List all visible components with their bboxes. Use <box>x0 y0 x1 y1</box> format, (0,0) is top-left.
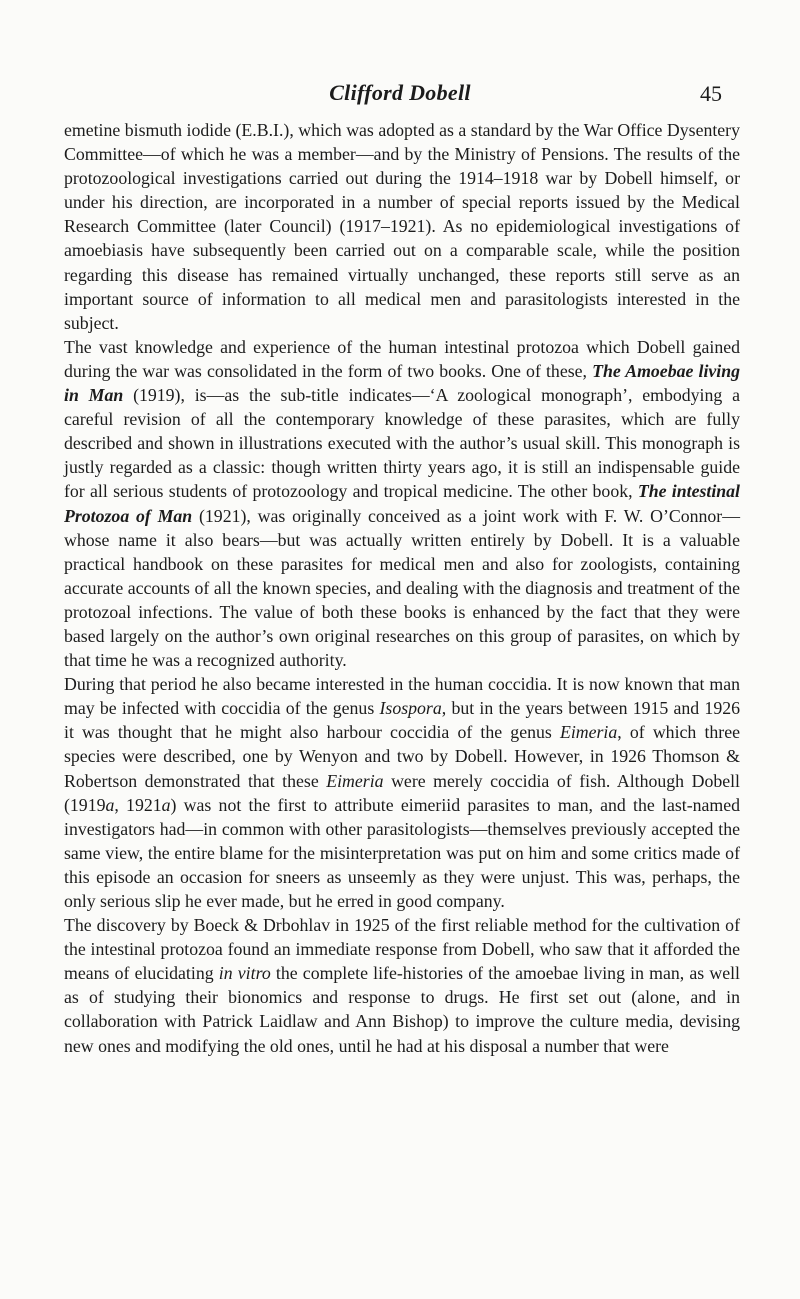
paragraph-4 <box>64 913 740 1058</box>
running-header <box>0 80 800 114</box>
text-run: (1919), is—as the sub-title indicates—‘A zoological monograph’, embodying a careful revision of all the contemporary knowledge of these parasites, which are fully described and shown in illustrations executed with the author’s usual skill. This monograph is justly regarded as a classic: though written thirty years ago, it is still an indispensable guide for all serious students of protozoology and tropical medicine. The other book, <box>64 385 740 502</box>
paragraph-3 <box>64 672 740 913</box>
text-run: , 1921 <box>114 794 162 815</box>
running-title: Clifford Dobell <box>329 80 471 105</box>
paragraph-2 <box>64 335 740 672</box>
text-run: , of which three species were described, one by Wenyon and two by Dobell. However, in 1926 Thomson & Robertson demonstrated that these <box>64 722 740 791</box>
text-run: (1921), was originally conceived as a joint work with F. W. O’Connor—whose name it also bears—but was actually written entirely by Dobell. It is a valuable practical handbook on these parasites for medical men and also for zoologists, containing accurate accounts of all the known species, and dealing with the diagnosis and treatment of the protozoal infections. The value of both these books is enhanced by the fact that they were based largely on the author’s own original researches on this group of parasites, on which by that time he was a recognized authority. <box>64 505 740 671</box>
text-run: ) was not the first to attribute eimeriid parasites to man, and the last-named investigators had—in common with other parasitologists—themselves previously accepted the same view, the entire blame for the misinterpretation was put on him and some critics made of this episode an occasion for sneers as unseemly as they were unjust. This was, perhaps, the only serious slip he ever made, but he erred in good company. <box>64 794 741 911</box>
book-title: The Amoebae living in Man <box>64 360 740 406</box>
paragraph-1 <box>64 118 740 335</box>
italic-term: Eimeria <box>326 770 384 791</box>
text-run: The discovery by Boeck & Drbohlav in 1925 of the first reliable method for the cultivation of the intestinal protozoa found an immediate response from Dobell, who saw that it afforded the means of elucidating <box>64 915 740 984</box>
italic-term: a <box>105 794 115 815</box>
italic-term: a <box>161 794 171 815</box>
text-run: During that period he also became interested in the human coccidia. It is now known that man may be infected with coccidia of the genus <box>64 674 740 719</box>
page-number: 45 <box>700 81 722 106</box>
text-run: emetine bismuth iodide (E.B.I.), which was adopted as a standard by the War Office Dysentery Committee—of which he was a member—and by the Ministry of Pensions. The results of the protozoological investigations carried out during the 1914–1918 war by Dobell himself, or under his direction, are incorporated in a number of special reports issued by the Medical Research Committee (later Council) (1917–1921). As no epidemiological investigations of amoebiasis have subsequently been carried out on a comparable scale, while the position regarding this disease has remained virtually unchanged, these reports still serve as an important source of information to all medical men and parasitologists interested in the subject. <box>64 120 740 333</box>
italic-term: Eimeria <box>559 722 618 743</box>
text-run: were merely coccidia of fish. Although Dobell (1919 <box>64 770 740 815</box>
italic-term: Isospora <box>379 698 442 719</box>
text-run: , but in the years between 1915 and 1926 it was thought that he might also harbour coccidia of the genus <box>64 698 740 743</box>
text-run: the complete life-histories of the amoebae living in man, as well as of studying their bionomics and response to drugs. He first set out (alone, and in collaboration with Patrick Laidlaw and Ann Bishop) to improve the culture media, devising new ones and modifying the old ones, until he had at his disposal a number that were <box>64 963 740 1056</box>
text-run: The vast knowledge and experience of the human intestinal protozoa which Dobell gained during the war was consolidated in the form of two books. One of these, <box>64 336 740 381</box>
book-title: The intestinal Protozoa of Man <box>64 481 740 526</box>
italic-term: in vitro <box>218 963 271 984</box>
body-text <box>64 118 740 1058</box>
